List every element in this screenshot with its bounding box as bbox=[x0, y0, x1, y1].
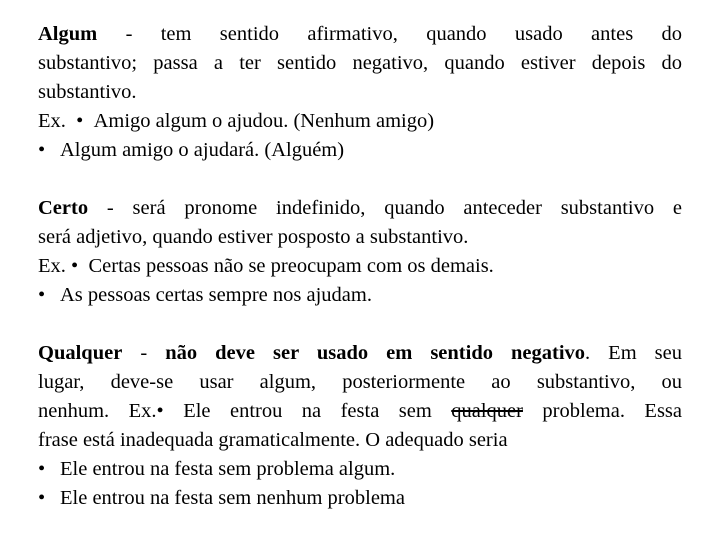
example-text: Certas pessoas não se preocupam com os demais. bbox=[88, 255, 494, 277]
qualquer-bold-rule: não deve ser usado em sentido negativo bbox=[165, 342, 586, 364]
certo-definition-line-1 bbox=[38, 194, 682, 223]
term-certo: Certo bbox=[38, 197, 89, 219]
example-label: Ex. bbox=[38, 255, 66, 277]
section-certo bbox=[38, 194, 682, 310]
paragraph-gap bbox=[38, 165, 682, 194]
example-text: Ele entrou na festa sem problema algum. bbox=[60, 458, 396, 480]
example-text: As pessoas certas sempre nos ajudam. bbox=[60, 284, 372, 306]
qualquer-definition-line-1 bbox=[38, 339, 682, 368]
algum-definition-text: tem sentido afirmativo, quando usado antes do bbox=[160, 23, 683, 45]
example-text: Algum amigo o ajudará. (Alguém) bbox=[60, 139, 345, 161]
algum-definition-line-3: substantivo. bbox=[38, 81, 137, 103]
section-qualquer bbox=[38, 339, 682, 513]
certo-definition-text: será pronome indefinido, quando anteceder substantivo e bbox=[132, 197, 683, 219]
qualquer-example-2 bbox=[38, 484, 682, 513]
bullet-icon: • bbox=[156, 400, 164, 422]
qualquer-definition-text: . Em seu bbox=[585, 342, 683, 364]
certo-example-2 bbox=[38, 281, 682, 310]
algum-example-1 bbox=[38, 107, 682, 136]
bullet-icon: • bbox=[38, 458, 46, 480]
qualquer-line3-end: problema. Essa bbox=[522, 400, 682, 422]
paragraph-gap bbox=[38, 310, 682, 339]
qualquer-line3-mid: Ele entrou na festa sem bbox=[163, 400, 452, 422]
term-algum: Algum bbox=[38, 23, 98, 45]
certo-definition-line-2: será adjetivo, quando estiver posposto a substantivo. bbox=[38, 226, 469, 248]
example-text: Amigo algum o ajudou. (Nenhum amigo) bbox=[93, 110, 435, 132]
example-text: Ele entrou na festa sem nenhum problema bbox=[60, 487, 405, 509]
document-page bbox=[38, 20, 682, 513]
example-label: Ex. bbox=[128, 400, 157, 422]
algum-example-2 bbox=[38, 136, 682, 165]
section-algum bbox=[38, 20, 682, 165]
bullet-icon: • bbox=[71, 255, 79, 277]
algum-definition-line-2: substantivo; passa a ter sentido negativo, quando estiver depois do bbox=[38, 52, 682, 74]
qualquer-definition-line-2: lugar, deve-se usar algum, posteriormente ao substantivo, ou bbox=[38, 371, 682, 393]
qualquer-definition-line-3 bbox=[38, 397, 682, 426]
term-separator: - bbox=[122, 342, 166, 364]
term-qualquer: Qualquer bbox=[38, 342, 123, 364]
qualquer-example-1 bbox=[38, 455, 682, 484]
term-separator: - bbox=[88, 197, 133, 219]
example-label: Ex. bbox=[38, 110, 66, 132]
bullet-icon: • bbox=[76, 110, 84, 132]
algum-definition-line-1 bbox=[38, 20, 682, 49]
struck-word: qualquer bbox=[451, 400, 523, 422]
certo-example-1 bbox=[38, 252, 682, 281]
bullet-icon: • bbox=[38, 284, 46, 306]
term-separator: - bbox=[97, 23, 161, 45]
bullet-icon: • bbox=[38, 487, 46, 509]
qualquer-definition-line-4: frase está inadequada gramaticalmente. O adequado seria bbox=[38, 429, 508, 451]
qualquer-line3-start: nenhum. bbox=[38, 400, 129, 422]
bullet-icon: • bbox=[38, 139, 46, 161]
